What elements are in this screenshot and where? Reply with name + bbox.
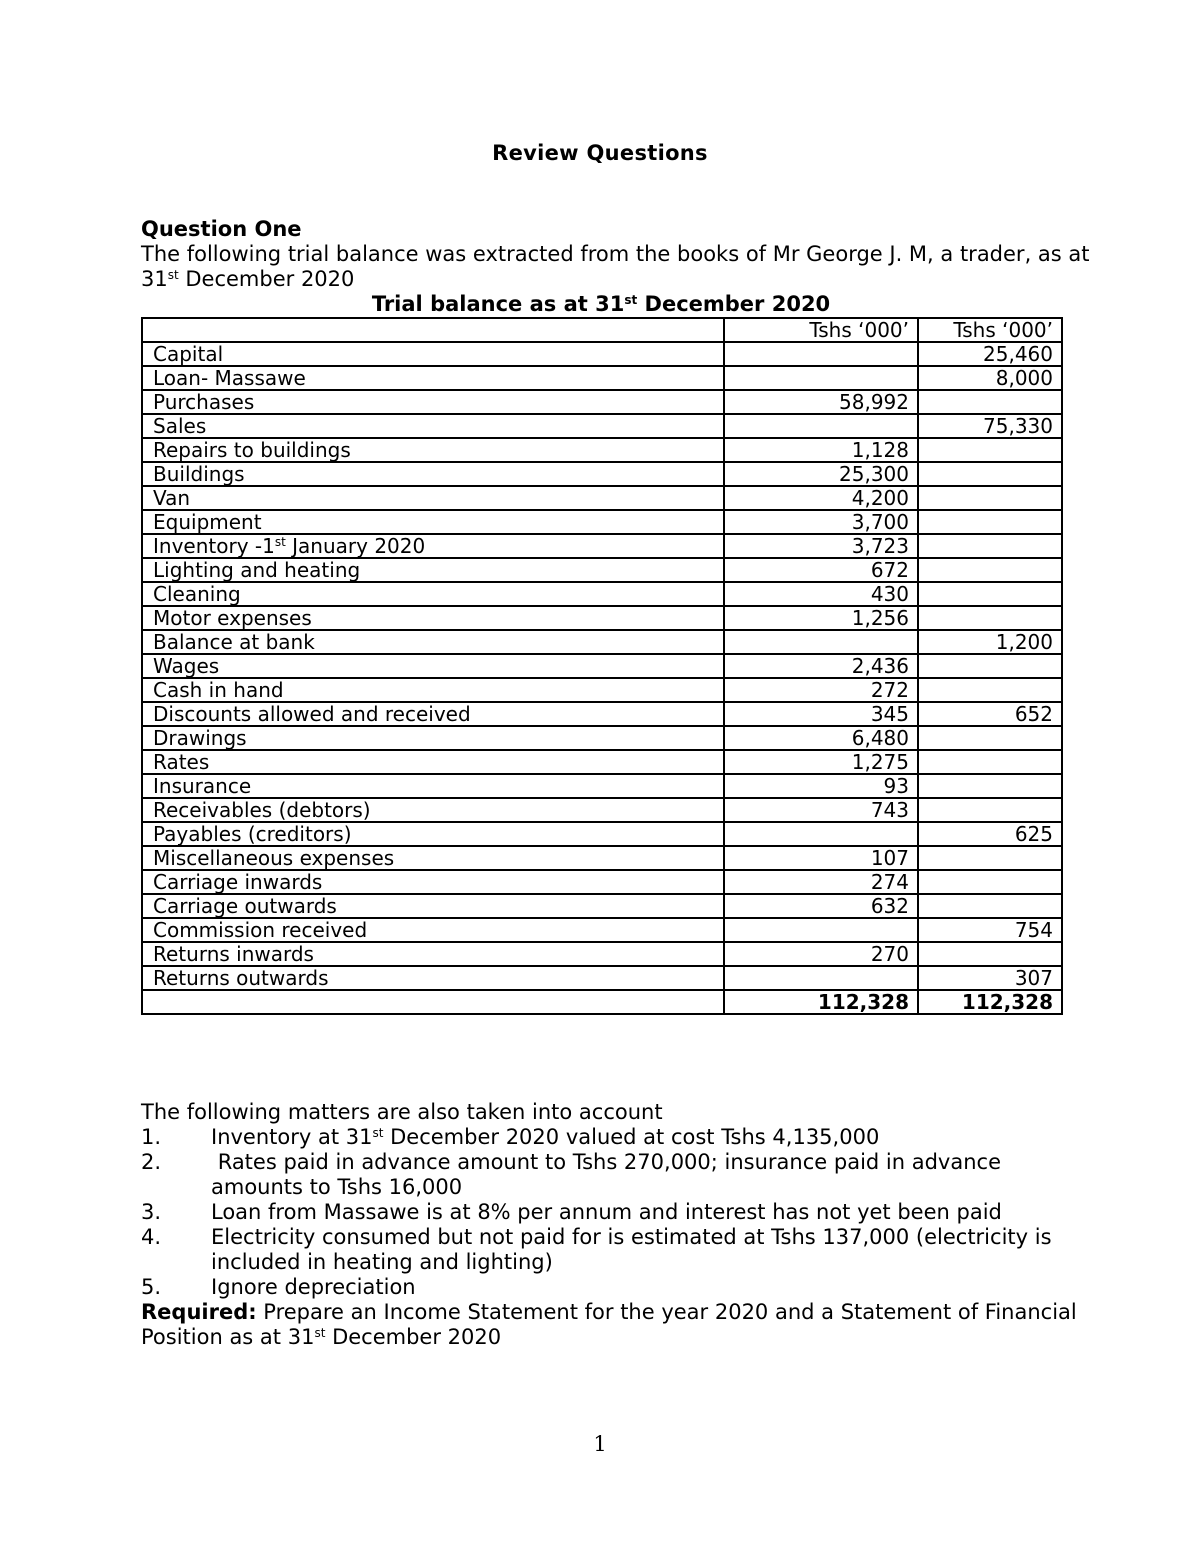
debit-cell: 1,275 — [724, 750, 918, 774]
trial-balance-table — [141, 317, 1063, 1015]
row-label-cell: Discounts allowed and received — [142, 702, 724, 726]
credit-cell — [918, 774, 1062, 798]
debit-cell: 3,700 — [724, 510, 918, 534]
row-label-cell: Insurance — [142, 774, 724, 798]
debit-cell: 430 — [724, 582, 918, 606]
matter-number: 3. — [141, 1200, 162, 1224]
debit-cell: 4,200 — [724, 486, 918, 510]
matter-number: 1. — [141, 1125, 162, 1149]
debit-cell — [724, 414, 918, 438]
debit-cell: 345 — [724, 702, 918, 726]
intro-text-end: December 2020 — [178, 267, 355, 291]
matters-list — [141, 1125, 1091, 1300]
required-text-end: December 2020 — [325, 1325, 502, 1349]
matter-text: Ignore depreciation — [211, 1275, 416, 1299]
row-label-text: Inventory -1 — [153, 534, 275, 558]
row-label-cell: Carriage inwards — [142, 870, 724, 894]
credit-cell: 652 — [918, 702, 1062, 726]
table-header-row — [142, 318, 1062, 342]
total-row — [142, 990, 1062, 1014]
credit-cell: 754 — [918, 918, 1062, 942]
row-label-cell: Equipment — [142, 510, 724, 534]
matters-heading: The following matters are also taken into account — [141, 1100, 663, 1124]
table-row — [142, 678, 1062, 702]
credit-cell — [918, 558, 1062, 582]
table-row — [142, 846, 1062, 870]
page-number: 1 — [593, 1432, 607, 1456]
credit-cell — [918, 870, 1062, 894]
required-label: Required: — [141, 1300, 257, 1324]
row-label-cell: Capital — [142, 342, 724, 366]
table-row — [142, 438, 1062, 462]
table-row — [142, 630, 1062, 654]
row-label-cell: Balance at bank — [142, 630, 724, 654]
row-label-cell: Repairs to buildings — [142, 438, 724, 462]
credit-cell: 75,330 — [918, 414, 1062, 438]
debit-cell — [724, 366, 918, 390]
table-row — [142, 966, 1062, 990]
row-label-cell: Sales — [142, 414, 724, 438]
table-row — [142, 942, 1062, 966]
row-label-cell — [142, 534, 724, 558]
row-label-cell: Wages — [142, 654, 724, 678]
required-text: Prepare an Income Statement for the year 2020 and a Statement of Financial Position as at 31 — [141, 1300, 1077, 1349]
credit-cell: 1,200 — [918, 630, 1062, 654]
table-row — [142, 558, 1062, 582]
debit-cell: 1,128 — [724, 438, 918, 462]
table-row — [142, 822, 1062, 846]
credit-cell: 625 — [918, 822, 1062, 846]
credit-cell — [918, 390, 1062, 414]
debit-cell: 743 — [724, 798, 918, 822]
row-label-cell: Returns inwards — [142, 942, 724, 966]
debit-cell: 632 — [724, 894, 918, 918]
debit-cell: 25,300 — [724, 462, 918, 486]
credit-cell — [918, 798, 1062, 822]
matter-item — [141, 1275, 1091, 1300]
table-row — [142, 414, 1062, 438]
table-row — [142, 606, 1062, 630]
table-row — [142, 534, 1062, 558]
matter-number: 5. — [141, 1275, 162, 1299]
row-label-cell: Lighting and heating — [142, 558, 724, 582]
credit-cell — [918, 582, 1062, 606]
table-row — [142, 798, 1062, 822]
matter-item — [141, 1150, 1091, 1200]
credit-cell — [918, 534, 1062, 558]
matter-superscript: st — [372, 1126, 384, 1140]
credit-cell: 8,000 — [918, 366, 1062, 390]
intro-superscript: st — [167, 268, 179, 282]
row-label-cell: Rates — [142, 750, 724, 774]
question-heading: Question One — [141, 217, 302, 241]
debit-cell: 272 — [724, 678, 918, 702]
table-row — [142, 390, 1062, 414]
table-row — [142, 582, 1062, 606]
table-row — [142, 918, 1062, 942]
row-label-cell: Carriage outwards — [142, 894, 724, 918]
table-row — [142, 654, 1062, 678]
debit-cell: 2,436 — [724, 654, 918, 678]
matter-text: Electricity consumed but not paid for is estimated at Tshs 137,000 (electricity is included in heating and lighting) — [211, 1225, 1059, 1274]
row-label-cell: Receivables (debtors) — [142, 798, 724, 822]
row-label-cell: Motor expenses — [142, 606, 724, 630]
table-row — [142, 342, 1062, 366]
row-label-cell: Cleaning — [142, 582, 724, 606]
debit-cell: 274 — [724, 870, 918, 894]
credit-cell: 307 — [918, 966, 1062, 990]
additional-matters — [141, 1100, 1091, 1350]
credit-cell — [918, 894, 1062, 918]
debit-cell — [724, 918, 918, 942]
credit-cell — [918, 750, 1062, 774]
debit-cell: 107 — [724, 846, 918, 870]
credit-cell — [918, 726, 1062, 750]
table-row — [142, 462, 1062, 486]
trial-balance-title — [141, 292, 1061, 316]
header-debit-cell: Tshs ‘000’ — [724, 318, 918, 342]
matter-number: 2. — [141, 1150, 162, 1174]
debit-cell: 58,992 — [724, 390, 918, 414]
matter-text-start: Inventory at 31 — [211, 1125, 373, 1149]
table-row — [142, 702, 1062, 726]
table-row — [142, 894, 1062, 918]
table-row — [142, 366, 1062, 390]
matter-text — [211, 1125, 1091, 1150]
required-paragraph — [141, 1300, 1091, 1350]
credit-cell — [918, 438, 1062, 462]
debit-cell — [724, 342, 918, 366]
table-row — [142, 870, 1062, 894]
matter-item — [141, 1225, 1091, 1275]
total-debit-cell: 112,328 — [724, 990, 918, 1014]
table-row — [142, 750, 1062, 774]
document-title: Review Questions — [492, 141, 708, 165]
credit-cell — [918, 942, 1062, 966]
credit-cell — [918, 654, 1062, 678]
debit-cell — [724, 822, 918, 846]
table-row — [142, 510, 1062, 534]
row-label-cell: Van — [142, 486, 724, 510]
matter-number: 4. — [141, 1225, 162, 1249]
row-label-cell: Commission received — [142, 918, 724, 942]
matter-text-end: December 2020 valued at cost Tshs 4,135,000 — [383, 1125, 880, 1149]
matter-item — [141, 1200, 1091, 1225]
intro-paragraph — [141, 242, 1091, 292]
debit-cell: 93 — [724, 774, 918, 798]
debit-cell: 3,723 — [724, 534, 918, 558]
total-label-cell — [142, 990, 724, 1014]
table-row — [142, 726, 1062, 750]
row-label-superscript: st — [274, 535, 286, 549]
debit-cell: 1,256 — [724, 606, 918, 630]
row-label-cell: Payables (creditors) — [142, 822, 724, 846]
credit-cell — [918, 678, 1062, 702]
total-credit-cell: 112,328 — [918, 990, 1062, 1014]
debit-cell — [724, 966, 918, 990]
debit-cell: 6,480 — [724, 726, 918, 750]
tb-title-text: Trial balance as at 31 — [371, 292, 625, 316]
row-label-cell: Miscellaneous expenses — [142, 846, 724, 870]
credit-cell — [918, 462, 1062, 486]
row-label-cell: Cash in hand — [142, 678, 724, 702]
row-label-cell: Drawings — [142, 726, 724, 750]
table-row — [142, 486, 1062, 510]
matter-item — [141, 1125, 1091, 1150]
required-superscript: st — [314, 1326, 326, 1340]
row-label-cell: Loan- Massawe — [142, 366, 724, 390]
debit-cell: 672 — [724, 558, 918, 582]
row-label-cell: Purchases — [142, 390, 724, 414]
header-credit-cell: Tshs ‘000’ — [918, 318, 1062, 342]
tb-title-text-end: December 2020 — [637, 292, 831, 316]
tb-title-superscript: st — [624, 293, 638, 307]
row-label-cell: Buildings — [142, 462, 724, 486]
matter-text: Loan from Massawe is at 8% per annum and interest has not yet been paid — [211, 1200, 1002, 1224]
debit-cell — [724, 630, 918, 654]
debit-cell: 270 — [724, 942, 918, 966]
row-label-cell: Returns outwards — [142, 966, 724, 990]
matter-text: Rates paid in advance amount to Tshs 270,000; insurance paid in advance amounts to Tshs 16,000 — [211, 1150, 1008, 1199]
table-row — [142, 774, 1062, 798]
credit-cell — [918, 510, 1062, 534]
credit-cell — [918, 486, 1062, 510]
credit-cell: 25,460 — [918, 342, 1062, 366]
row-label-text-end: January 2020 — [285, 534, 426, 558]
intro-text: The following trial balance was extracted from the books of Mr George J. M, a trader, as at 31 — [141, 242, 1090, 291]
credit-cell — [918, 606, 1062, 630]
credit-cell — [918, 846, 1062, 870]
header-label-cell — [142, 318, 724, 342]
